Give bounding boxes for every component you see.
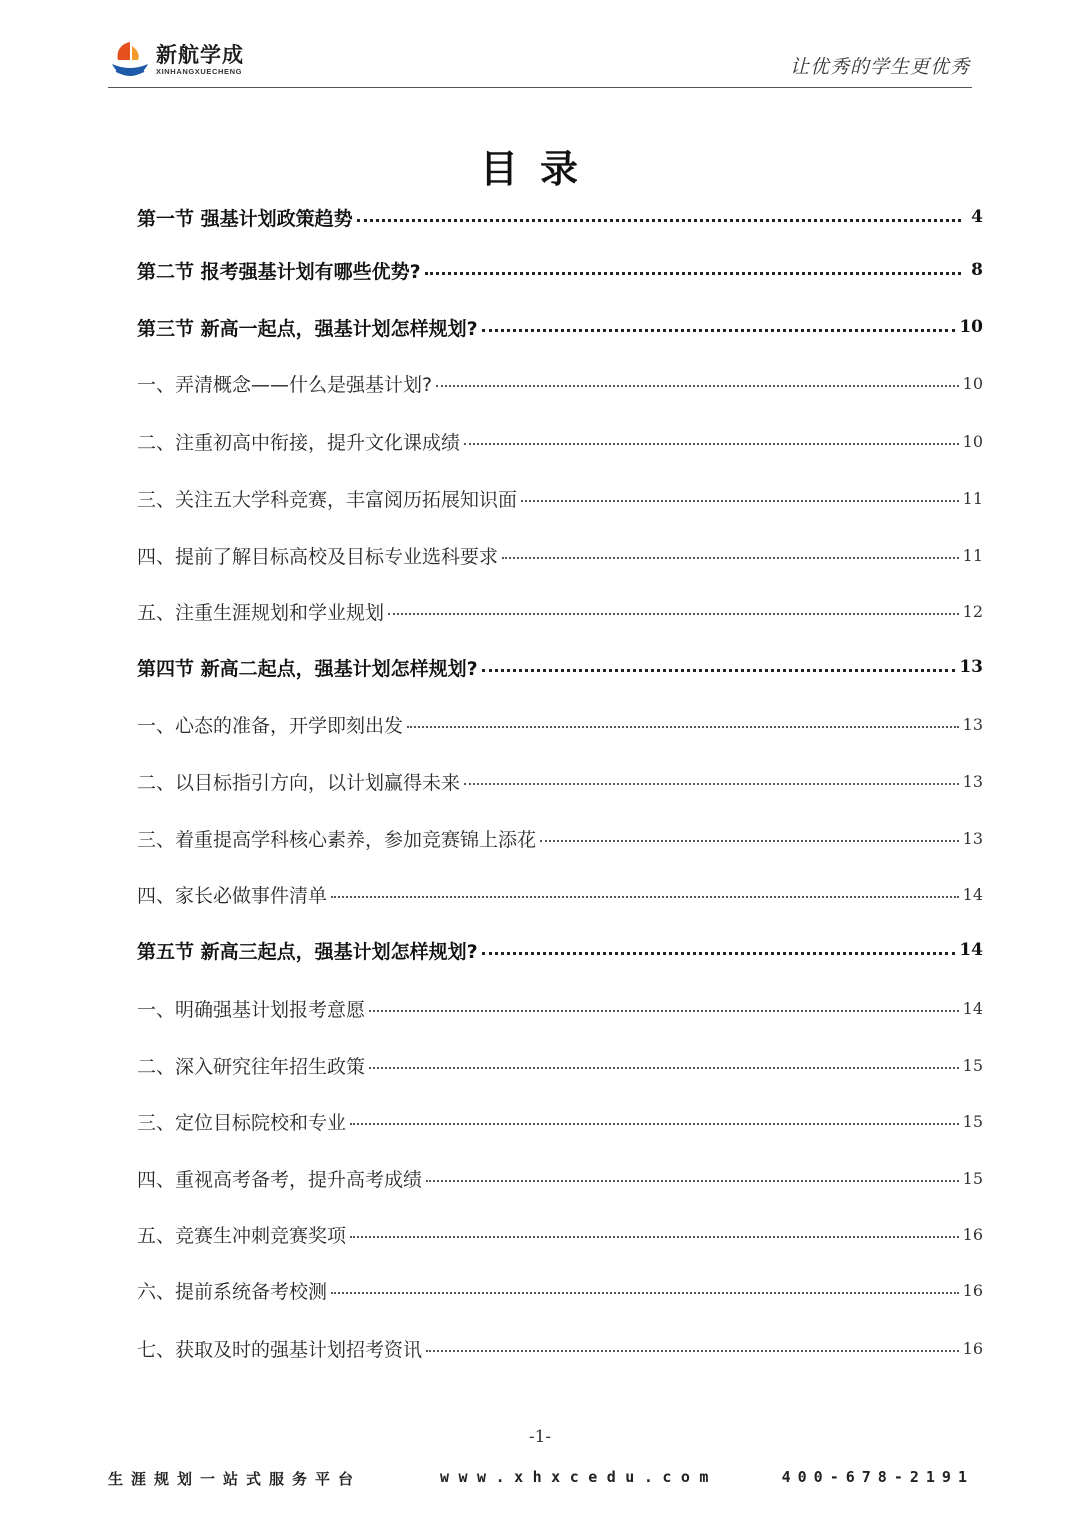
toc-dot-leader	[350, 1236, 959, 1238]
toc-entry-title: 一、心态的准备，开学即刻出发	[137, 714, 404, 737]
toc-page-number: 16	[962, 1224, 983, 1244]
toc-subsection-entry[interactable]	[137, 1107, 983, 1135]
toc-entry-title: 五、竞赛生冲刺竞赛奖项	[137, 1224, 347, 1247]
toc-dot-leader	[482, 329, 956, 332]
footer-tagline: 生涯规划一站式服务平台	[108, 1470, 362, 1488]
toc-entry-title: 一、弄清概念——什么是强基计划?	[137, 373, 433, 396]
toc-section-entry[interactable]	[137, 203, 983, 231]
toc-page-number: 13	[962, 828, 983, 848]
toc-subsection-entry[interactable]	[137, 994, 983, 1022]
toc-section-entry[interactable]	[137, 936, 983, 964]
toc-subsection-entry[interactable]	[137, 767, 983, 795]
toc-entry-title: 七、获取及时的强基计划招考资讯	[137, 1338, 423, 1361]
toc-subsection-entry[interactable]	[137, 369, 983, 397]
toc-section-entry[interactable]	[137, 313, 983, 341]
header-slogan: 让优秀的学生更优秀	[789, 56, 970, 78]
toc-page-number: 13	[959, 657, 983, 677]
toc-page-number: 16	[962, 1338, 983, 1358]
toc-entry-title: 六、提前系统备考校测	[137, 1280, 328, 1303]
toc-page-number: 13	[962, 714, 983, 734]
toc-subsection-entry[interactable]	[137, 427, 983, 455]
toc-page-number: 15	[962, 1168, 983, 1188]
toc-subsection-entry[interactable]	[137, 541, 983, 569]
toc-entry-title: 三、关注五大学科竞赛，丰富阅历拓展知识面	[137, 488, 518, 511]
toc-dot-leader	[388, 613, 959, 615]
toc-page-number: 11	[962, 488, 983, 508]
toc-page-number: 14	[962, 884, 983, 904]
toc-subsection-entry[interactable]	[137, 1164, 983, 1192]
toc-subsection-entry[interactable]	[137, 824, 983, 852]
toc-entry-title: 第一节 强基计划政策趋势	[137, 207, 353, 230]
toc-section-entry[interactable]	[137, 256, 983, 284]
toc-subsection-entry[interactable]	[137, 1051, 983, 1079]
toc-page-number: 8	[971, 260, 983, 280]
toc-dot-leader	[331, 1292, 959, 1294]
toc-dot-leader	[369, 1010, 959, 1012]
toc-dot-leader	[482, 952, 956, 955]
toc-entry-title: 第四节 新高二起点，强基计划怎样规划?	[137, 657, 478, 680]
toc-subsection-entry[interactable]	[137, 1334, 983, 1362]
toc-entry-title: 一、明确强基计划报考意愿	[137, 998, 366, 1021]
page-header	[108, 36, 972, 88]
footer-phone: 400-678-2191	[781, 1468, 974, 1486]
toc-dot-leader	[464, 783, 959, 785]
toc-page-number: 10	[962, 431, 983, 451]
page-title: 目录	[479, 146, 600, 191]
toc-dot-leader	[426, 1180, 959, 1182]
toc-entry-title: 三、着重提高学科核心素养，参加竞赛锦上添花	[137, 828, 537, 851]
toc-subsection-entry[interactable]	[137, 1276, 983, 1304]
toc-dot-leader	[331, 896, 959, 898]
page-number: -1-	[528, 1427, 552, 1447]
toc-section-entry[interactable]	[137, 653, 983, 681]
toc-dot-leader	[502, 557, 959, 559]
sail-logo-icon	[108, 38, 152, 82]
toc-dot-leader	[407, 726, 959, 728]
brand-logo	[108, 38, 244, 82]
toc-subsection-entry[interactable]	[137, 1220, 983, 1248]
toc-page-number: 4	[971, 207, 983, 227]
toc-dot-leader	[426, 1350, 959, 1352]
toc-dot-leader	[464, 443, 959, 445]
page-footer	[108, 1468, 974, 1492]
toc-page-number: 16	[962, 1280, 983, 1300]
logo-english-name: XINHANGXUECHENG	[156, 67, 243, 76]
logo-chinese-name: 新航学成	[156, 42, 244, 67]
toc-subsection-entry[interactable]	[137, 597, 983, 625]
toc-subsection-entry[interactable]	[137, 484, 983, 512]
toc-entry-title: 二、深入研究往年招生政策	[137, 1055, 366, 1078]
toc-page-number: 15	[962, 1055, 983, 1075]
toc-page-number: 13	[962, 771, 983, 791]
toc-page-number: 14	[959, 940, 983, 960]
toc-entry-title: 五、注重生涯规划和学业规划	[137, 601, 385, 624]
toc-dot-leader	[540, 840, 959, 842]
toc-page-number: 10	[959, 317, 983, 337]
toc-subsection-entry[interactable]	[137, 710, 983, 738]
toc-entry-title: 四、提前了解目标高校及目标专业选科要求	[137, 545, 499, 568]
toc-entry-title: 第三节 新高一起点，强基计划怎样规划?	[137, 317, 478, 340]
toc-entry-title: 三、定位目标院校和专业	[137, 1111, 347, 1134]
toc-page-number: 11	[962, 545, 983, 565]
toc-entry-title: 第二节 报考强基计划有哪些优势?	[137, 260, 421, 283]
toc-entry-title: 四、家长必做事件清单	[137, 884, 328, 907]
toc-page-number: 10	[962, 373, 983, 393]
toc-entry-title: 二、以目标指引方向，以计划赢得未来	[137, 771, 461, 794]
toc-dot-leader	[350, 1123, 959, 1125]
toc-entry-title: 二、注重初高中衔接，提升文化课成绩	[137, 431, 461, 454]
toc-dot-leader	[482, 669, 956, 672]
toc-dot-leader	[436, 385, 959, 387]
toc-dot-leader	[425, 272, 961, 275]
toc-subsection-entry[interactable]	[137, 880, 983, 908]
toc-page-number: 12	[962, 601, 983, 621]
toc-page-number: 14	[962, 998, 983, 1018]
footer-website: www.xhxcedu.com	[440, 1468, 718, 1486]
toc-dot-leader	[369, 1067, 959, 1069]
toc-page-number: 15	[962, 1111, 983, 1131]
toc-dot-leader	[357, 219, 961, 222]
toc-dot-leader	[521, 500, 959, 502]
toc-entry-title: 第五节 新高三起点，强基计划怎样规划?	[137, 940, 478, 963]
header-divider	[108, 87, 972, 88]
toc-entry-title: 四、重视高考备考，提升高考成绩	[137, 1168, 423, 1191]
